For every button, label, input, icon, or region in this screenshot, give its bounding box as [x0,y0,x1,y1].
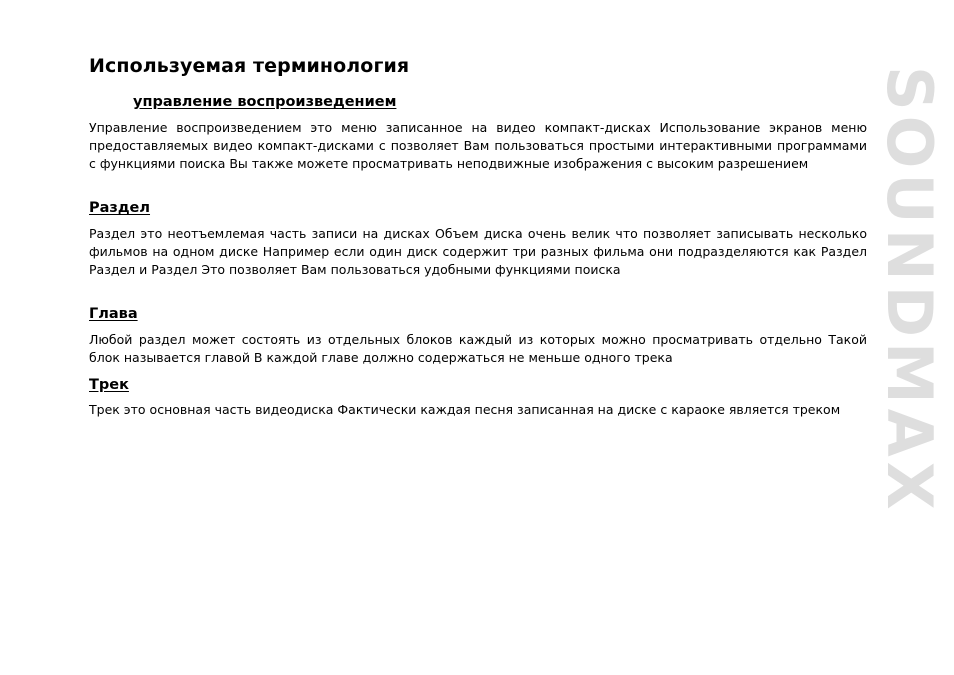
page-title: Используемая терминология [89,55,410,77]
section-heading-title: Раздел [89,200,151,216]
section-heading-track: Трек [89,377,129,393]
brand-watermark [873,66,946,642]
section-heading-text: управление воспроизведением [133,94,397,110]
section-text-title: Раздел это неотъемлемая часть записи на дисках Объем диска очень велик что позволяет записывать несколько фильмов на одном диске Например если один диск содержит три разных фильма они подразделяются как Раздел Раздел и Раздел Это позволяет Вам пользоваться удобными функциями поиска [89,226,867,277]
section-text-playback-control: Управление воспроизведением это меню записанное на видео компакт-дисках Использование экранов меню предоставляемых видео компакт-дисками с позволяет Вам пользоваться простыми интерактивными программами с функциями поиска Вы также можете просматривать неподвижные изображения с высоким разрешением [89,120,867,171]
section-heading-chapter: Глава [89,306,138,322]
section-text-chapter: Любой раздел может состоять из отдельных блоков каждый из которых можно просматривать отдельно Такой блок называется главой В каждой главе должно содержаться не меньше одного трека [89,332,867,365]
section-text-track: Трек это основная часть видеодиска Фактически каждая песня записанная на диске с караоке является треком [89,402,841,417]
section-heading-playback-control [89,93,402,111]
brand-logo-text: SOUNDMAX [873,66,946,515]
